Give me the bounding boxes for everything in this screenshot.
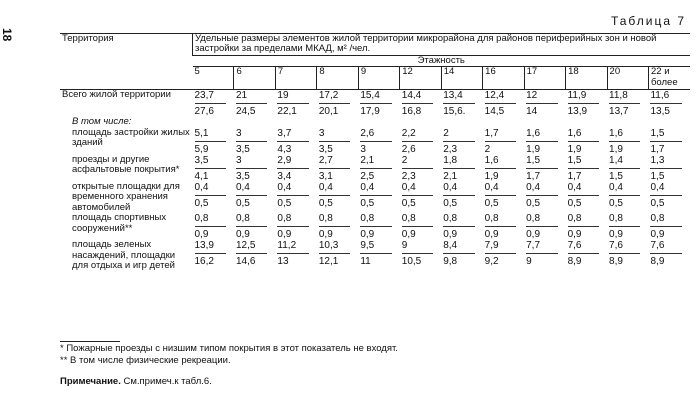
table-body: [60, 90, 690, 272]
value-bottom: 0,9: [235, 229, 250, 241]
value-cell: [358, 155, 399, 182]
table-title: Таблица 7: [610, 14, 686, 28]
table-row: [60, 182, 690, 213]
value-top: 11,2: [277, 240, 308, 254]
value-bottom: 0,5: [401, 197, 416, 209]
value-bottom: 17,9: [360, 106, 380, 118]
value-top: 0,8: [195, 213, 226, 227]
value-top: 11,6: [650, 90, 682, 104]
floor-header: 22 и более: [648, 67, 690, 90]
value-bottom: 8,9: [567, 256, 582, 268]
row-label: Всего жилой территории: [62, 89, 171, 101]
value-bottom: 24,5: [235, 106, 256, 118]
value-bottom: 0,5: [318, 197, 333, 209]
value-cell: [441, 213, 482, 240]
value-cell: [441, 240, 482, 271]
value-bottom: 2,1: [443, 170, 458, 182]
value-top: 1,7: [485, 128, 516, 142]
value-bottom: 9,2: [484, 256, 499, 268]
table-row: [60, 213, 690, 240]
value-top: 10,3: [319, 240, 350, 254]
header-territory: Территория: [60, 34, 193, 90]
subheader-label: В том числе:: [72, 116, 132, 128]
value-cell: [317, 182, 358, 213]
value-bottom: 13,9: [567, 106, 588, 118]
value-cell: [648, 128, 690, 155]
value-top: 1,5: [650, 128, 682, 142]
value-cell: [400, 182, 441, 213]
value-bottom: 0,9: [526, 229, 541, 241]
value-cell: [234, 182, 275, 213]
floor-header: 5: [193, 67, 234, 90]
value-top: 0,4: [443, 182, 474, 196]
value-bottom: 0,9: [360, 229, 375, 241]
value-bottom: 4,3: [277, 143, 292, 155]
value-cell: [566, 213, 607, 240]
value-top: 21: [236, 90, 267, 104]
area-table: [60, 33, 690, 271]
value-top: 0,8: [443, 213, 474, 227]
value-top: 1,6: [526, 128, 557, 142]
value-top: 0,4: [402, 182, 433, 196]
value-top: 7,6: [568, 240, 599, 254]
value-top: 0,8: [277, 213, 308, 227]
value-cell: [234, 213, 275, 240]
value-top: 1,3: [650, 155, 682, 169]
value-cell: [193, 90, 234, 118]
value-cell: [193, 128, 234, 155]
table-row: [60, 90, 690, 118]
value-cell: [524, 90, 565, 118]
value-bottom: 0,5: [526, 197, 541, 209]
value-cell: [483, 90, 524, 118]
value-bottom: 0,5: [235, 197, 250, 209]
value-top: 1,5: [568, 155, 599, 169]
value-bottom: 16,2: [194, 256, 214, 268]
value-cell: [566, 182, 607, 213]
value-cell: [317, 240, 358, 271]
value-cell: [648, 90, 690, 118]
value-top: 1,4: [609, 155, 640, 169]
value-bottom: 0,5: [567, 197, 582, 209]
value-bottom: 3,1: [318, 170, 333, 182]
page-number: 18: [0, 28, 14, 42]
value-bottom: 0,5: [443, 197, 458, 209]
value-cell: [358, 128, 399, 155]
remark-text: См.примеч.к табл.6.: [120, 376, 212, 387]
value-cell: [483, 155, 524, 182]
value-top: 0,8: [236, 213, 267, 227]
value-cell: [400, 155, 441, 182]
value-cell: [441, 128, 482, 155]
value-top: 2: [402, 155, 433, 169]
value-top: 0,8: [568, 213, 599, 227]
value-cell: [648, 182, 690, 213]
value-top: 7,6: [609, 240, 640, 254]
value-bottom: 1,7: [567, 170, 582, 182]
floor-header: 9: [358, 67, 399, 90]
value-cell: [400, 90, 441, 118]
value-cell: [400, 213, 441, 240]
value-cell: [566, 128, 607, 155]
value-bottom: 3,5: [235, 143, 250, 155]
value-bottom: 0,5: [609, 197, 623, 209]
row-label: площадь зеленых насаждений, площадки для отдыха и игр детей: [72, 239, 176, 271]
value-bottom: 0,9: [650, 229, 665, 241]
value-cell: [524, 155, 565, 182]
value-top: 0,8: [402, 213, 433, 227]
value-bottom: 3: [360, 143, 366, 155]
value-top: 7,9: [485, 240, 516, 254]
value-top: 17,2: [319, 90, 350, 104]
floor-header: 18: [566, 67, 607, 90]
floor-header: 8: [317, 67, 358, 90]
value-top: 0,4: [526, 182, 557, 196]
value-top: 12,4: [485, 90, 516, 104]
value-top: 9: [402, 240, 433, 254]
value-cell: [483, 128, 524, 155]
value-top: 0,8: [526, 213, 557, 227]
value-bottom: 0,9: [484, 229, 499, 241]
value-bottom: 16,8: [401, 106, 422, 118]
value-cell: [483, 213, 524, 240]
value-cell: [648, 155, 690, 182]
value-top: 14,4: [402, 90, 433, 104]
value-top: 23,7: [195, 90, 226, 104]
value-bottom: 0,9: [567, 229, 582, 241]
value-top: 1,6: [609, 128, 640, 142]
value-bottom: 0,5: [484, 197, 499, 209]
value-cell: [234, 128, 275, 155]
value-cell: [275, 182, 316, 213]
value-cell: [483, 182, 524, 213]
value-top: 9,5: [360, 240, 391, 254]
value-bottom: 27,6: [194, 106, 214, 118]
value-top: 0,4: [195, 182, 226, 196]
value-top: 12,5: [236, 240, 267, 254]
value-cell: [441, 182, 482, 213]
value-bottom: 1,9: [567, 143, 582, 155]
value-top: 1,6: [568, 128, 599, 142]
value-top: 3: [236, 128, 267, 142]
value-bottom: 0,5: [360, 197, 375, 209]
value-top: 0,4: [609, 182, 640, 196]
value-top: 3,5: [195, 155, 226, 169]
value-bottom: 13,5: [650, 106, 670, 118]
value-cell: [234, 90, 275, 118]
value-bottom: 22,1: [277, 106, 297, 118]
value-cell: [317, 90, 358, 118]
value-cell: [607, 240, 648, 271]
value-top: 13,9: [195, 240, 226, 254]
value-cell: [524, 128, 565, 155]
footnote-2: ** В том числе физические рекреации.: [60, 355, 231, 366]
value-bottom: 1,9: [609, 143, 623, 155]
value-bottom: 1,5: [650, 170, 665, 182]
value-top: 0,4: [319, 182, 350, 196]
value-top: 0,4: [277, 182, 308, 196]
floor-header: 17: [524, 67, 565, 90]
value-cell: [275, 240, 316, 271]
value-cell: [648, 213, 690, 240]
value-cell: [275, 155, 316, 182]
value-bottom: 12,1: [318, 256, 339, 268]
value-bottom: 9,8: [443, 256, 458, 268]
value-bottom: 8,9: [650, 256, 665, 268]
value-top: 11,8: [609, 90, 640, 104]
footnotes: [60, 343, 398, 367]
value-top: 1,6: [485, 155, 516, 169]
floor-header: 6: [234, 67, 275, 90]
value-bottom: 13,7: [609, 106, 629, 118]
value-top: 13,4: [443, 90, 474, 104]
value-bottom: 14: [526, 106, 538, 118]
table-row: [60, 128, 690, 155]
value-cell: [317, 213, 358, 240]
value-top: 1,8: [443, 155, 474, 169]
value-bottom: 3,5: [318, 143, 333, 155]
value-top: 0,4: [485, 182, 516, 196]
value-top: 2,2: [402, 128, 433, 142]
value-top: 0,8: [319, 213, 350, 227]
value-top: 0,8: [650, 213, 682, 227]
value-cell: [648, 240, 690, 271]
floor-header: 14: [441, 67, 482, 90]
value-bottom: 14,6: [235, 256, 256, 268]
value-cell: [275, 90, 316, 118]
value-bottom: 0,5: [277, 197, 292, 209]
value-bottom: 1,7: [526, 170, 541, 182]
value-bottom: 3,5: [235, 170, 250, 182]
value-bottom: 3,4: [277, 170, 292, 182]
value-bottom: 13: [277, 256, 289, 268]
value-cell: [566, 90, 607, 118]
value-bottom: 8,9: [609, 256, 623, 268]
row-label: площадь застройки жилых зданий: [72, 126, 190, 149]
value-top: 3: [236, 155, 267, 169]
value-cell: [317, 128, 358, 155]
value-cell: [193, 240, 234, 271]
value-cell: [566, 155, 607, 182]
value-cell: [358, 213, 399, 240]
row-label: проезды и другие асфальтовые покрытия*: [72, 153, 180, 176]
value-cell: [607, 90, 648, 118]
value-bottom: 0,9: [609, 229, 623, 241]
value-cell: [193, 213, 234, 240]
value-top: 2,7: [319, 155, 350, 169]
value-bottom: 2,6: [401, 143, 416, 155]
value-cell: [566, 240, 607, 271]
value-top: 19: [277, 90, 308, 104]
value-cell: [524, 213, 565, 240]
value-cell: [317, 155, 358, 182]
value-cell: [400, 128, 441, 155]
header-floors-label: Этажность: [193, 55, 691, 66]
value-cell: [400, 240, 441, 271]
value-cell: [524, 182, 565, 213]
value-cell: [441, 90, 482, 118]
value-top: 2,9: [277, 155, 308, 169]
value-bottom: 1,9: [526, 143, 541, 155]
floor-header: 12: [400, 67, 441, 90]
value-top: 0,4: [650, 182, 682, 196]
value-cell: [358, 182, 399, 213]
value-top: 8,4: [443, 240, 474, 254]
value-cell: [234, 155, 275, 182]
table-row: [60, 155, 690, 182]
value-top: 15,4: [360, 90, 391, 104]
value-top: 0,4: [236, 182, 267, 196]
floor-header: 16: [483, 67, 524, 90]
value-bottom: 1,9: [484, 170, 499, 182]
value-bottom: 2: [484, 143, 491, 155]
value-top: 2: [443, 128, 474, 142]
value-cell: [275, 213, 316, 240]
value-top: 3,7: [277, 128, 308, 142]
value-top: 3: [319, 128, 350, 142]
value-bottom: 11: [360, 256, 371, 268]
value-top: 1,5: [526, 155, 557, 169]
value-top: 7,6: [650, 240, 682, 254]
table-row: [60, 240, 690, 271]
value-cell: [358, 90, 399, 118]
value-top: 0,8: [360, 213, 391, 227]
value-bottom: 10,5: [401, 256, 422, 268]
row-label: открытые площадки для временного хранения автомобилей: [72, 180, 180, 213]
value-cell: [275, 128, 316, 155]
value-bottom: 2,3: [443, 143, 458, 155]
footnote-rule: [60, 341, 120, 342]
remark: [60, 376, 212, 387]
value-bottom: 14,5: [484, 106, 505, 118]
value-bottom: 2,3: [401, 170, 416, 182]
value-top: 7,7: [526, 240, 557, 254]
value-bottom: 4,1: [194, 170, 209, 182]
value-cell: [441, 155, 482, 182]
header-description: Удельные размеры элементов жилой территории микрорайона для районов периферийных зон и новой застройки за пределами МКАД, м² /чел.: [193, 34, 691, 56]
value-top: 12: [526, 90, 557, 104]
value-top: 11,9: [568, 90, 599, 104]
footnote-1: * Пожарные проезды с низшим типом покрытия в этот показатель не входят.: [60, 343, 398, 354]
value-top: 0,8: [485, 213, 516, 227]
value-cell: [193, 155, 234, 182]
value-top: 5,1: [195, 128, 226, 142]
value-bottom: 0,5: [194, 197, 209, 209]
value-bottom: 1,7: [650, 143, 665, 155]
value-bottom: 1,5: [609, 170, 623, 182]
value-top: 2,1: [360, 155, 391, 169]
remark-label: Примечание.: [60, 376, 121, 387]
value-top: 0,4: [360, 182, 391, 196]
value-top: 0,8: [609, 213, 640, 227]
value-bottom: 0,9: [401, 229, 416, 241]
value-bottom: 0,9: [277, 229, 292, 241]
value-bottom: 20,1: [318, 106, 339, 118]
value-bottom: 0,9: [194, 229, 209, 241]
value-cell: [607, 155, 648, 182]
value-cell: [607, 213, 648, 240]
value-bottom: 15,6.: [443, 106, 466, 118]
value-bottom: 0,5: [650, 197, 665, 209]
row-label: площадь спортивных сооружений**: [72, 212, 167, 234]
value-cell: [607, 182, 648, 213]
value-cell: [193, 182, 234, 213]
floor-header: 7: [275, 67, 316, 90]
value-bottom: 5,9: [194, 143, 209, 155]
floor-header: 20: [607, 67, 648, 90]
value-cell: [524, 240, 565, 271]
value-cell: [483, 240, 524, 271]
value-cell: [234, 240, 275, 271]
value-bottom: 9: [526, 256, 532, 268]
value-bottom: 2,5: [360, 170, 375, 182]
value-cell: [358, 240, 399, 271]
value-bottom: 0,9: [318, 229, 333, 241]
value-bottom: 0,9: [443, 229, 458, 241]
value-top: 0,4: [568, 182, 599, 196]
value-cell: [607, 128, 648, 155]
value-top: 2,6: [360, 128, 391, 142]
